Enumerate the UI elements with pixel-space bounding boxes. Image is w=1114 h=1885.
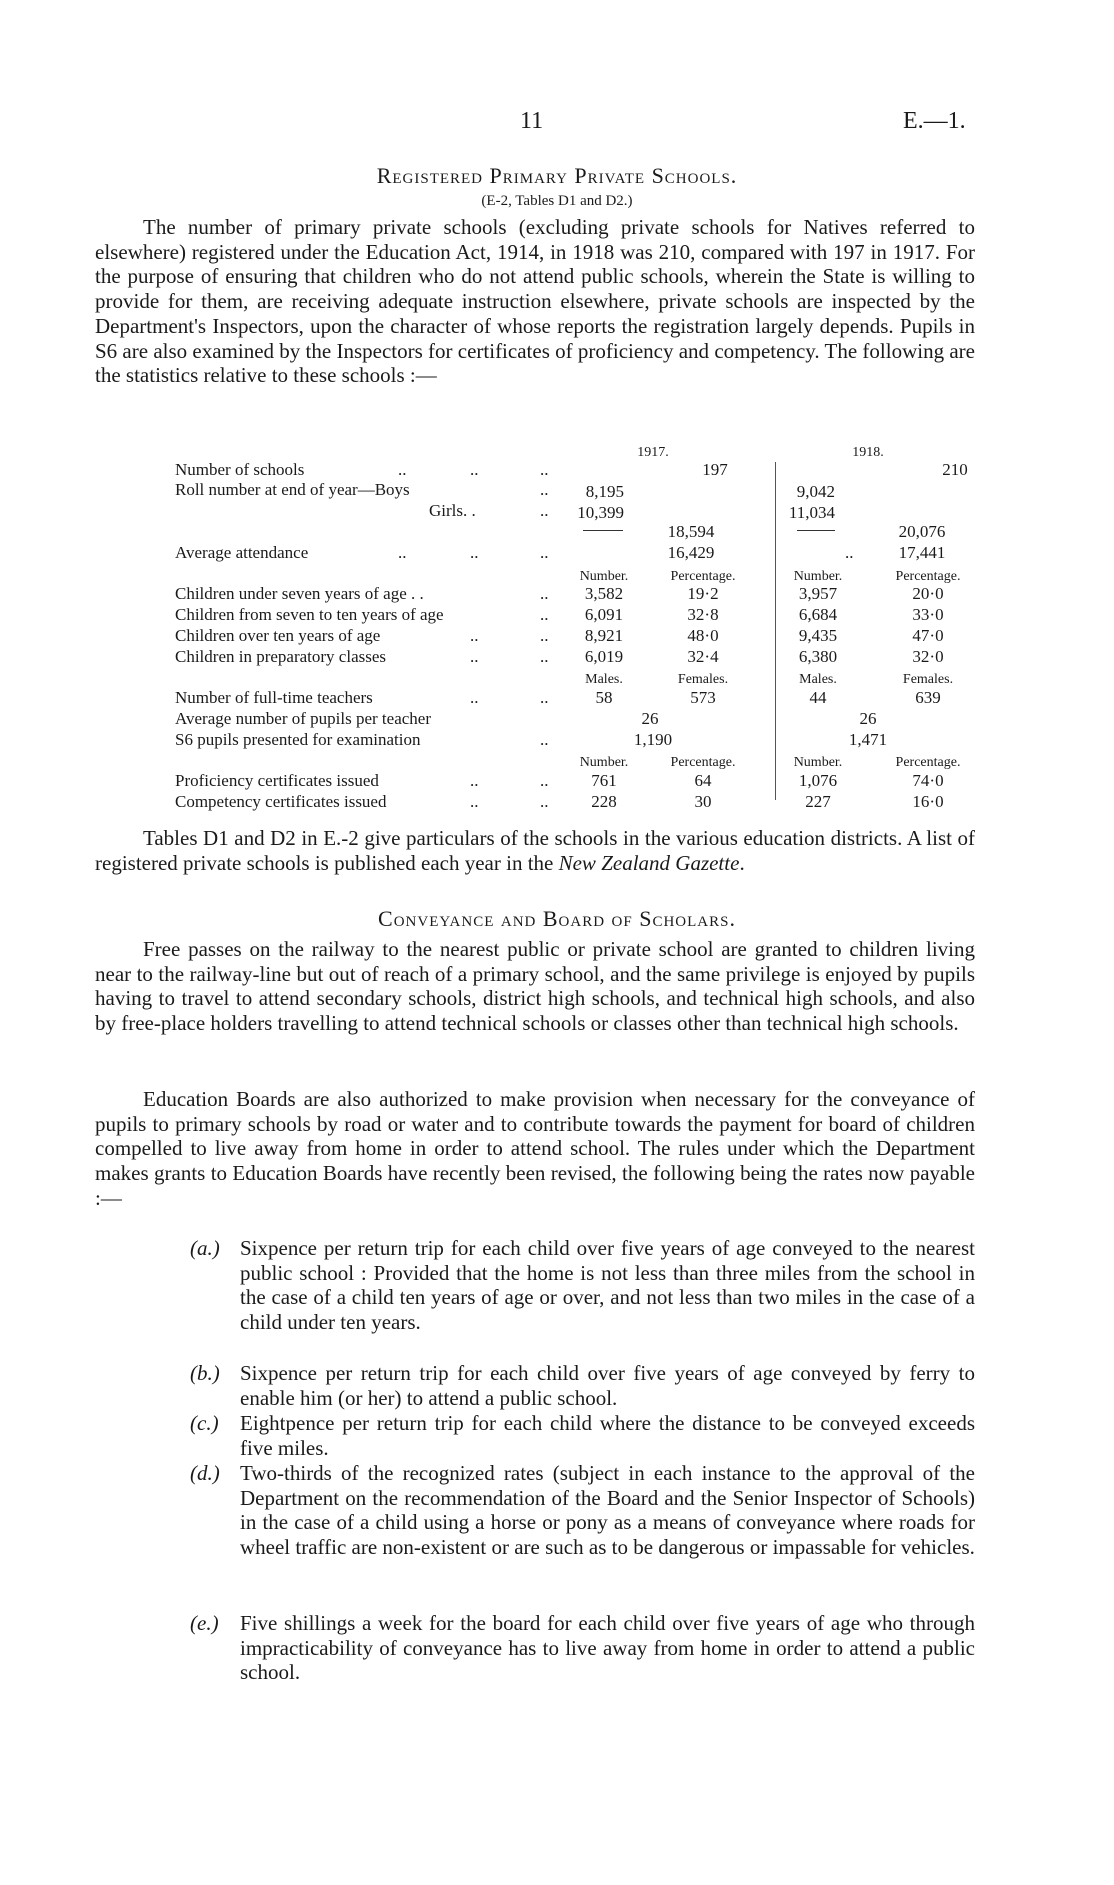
value-over-ten-percent-1918: 47·0: [912, 626, 944, 645]
leader-dots: ..: [540, 626, 549, 645]
value-pupils-per-teacher-1917: 26: [641, 709, 659, 728]
tables-paragraph: [95, 826, 975, 875]
leader-dots: ..: [398, 543, 407, 562]
value-teachers-males-1917: 58: [595, 688, 613, 707]
row-label-schools: Number of schools: [175, 460, 305, 479]
header-females-1917: Females.: [677, 672, 729, 687]
leader-dots: ..: [470, 543, 479, 562]
row-label-boys: Roll number at end of year—Boys: [175, 480, 410, 499]
value-under-seven-number-1917: 3,582: [584, 584, 624, 603]
value-schools-1918: 210: [942, 460, 968, 479]
row-label-girls: Girls. .: [429, 501, 476, 520]
leader-dots: ..: [470, 460, 479, 479]
column-divider: [775, 462, 776, 800]
value-seven-to-ten-percent-1917: 32·8: [687, 605, 719, 624]
value-boys-1917: 8,195: [585, 482, 624, 501]
leader-dots: ..: [540, 605, 549, 624]
intro-paragraph: [95, 215, 975, 388]
value-competency-number-1917: 228: [591, 792, 617, 811]
value-teachers-females-1918: 639: [915, 688, 941, 707]
row-label-teachers: Number of full-time teachers: [175, 688, 373, 707]
value-under-seven-percent-1918: 20·0: [912, 584, 944, 603]
value-boys-1918: 9,042: [796, 482, 835, 501]
leader-dots: ..: [470, 688, 479, 707]
rate-letter-e: (e.): [190, 1611, 219, 1635]
value-teachers-males-1918: 44: [809, 688, 827, 707]
value-over-ten-number-1918: 9,435: [798, 626, 838, 645]
value-total-1917: 18,594: [667, 522, 715, 541]
value-preparatory-number-1917: 6,019: [584, 647, 624, 666]
header-males-1917: Males.: [585, 672, 623, 687]
header-females-1918: Females.: [902, 672, 954, 687]
leader-dots: ..: [470, 792, 479, 811]
leader-dots: ..: [540, 730, 549, 749]
leader-dots: ..: [540, 792, 549, 811]
value-girls-1918: 11,034: [788, 503, 835, 522]
sum-rule-1918: [797, 530, 835, 531]
rate-text-d: Two-thirds of the recognized rates (subject in each instance to the approval of the Department on the recommendation of the Board and the Senior Inspector of Schools) in the case of a child using a horse or pony as a means of conveyance where roads for wheel traffic are non-existent or are such as to be dangerous or impassable for vehicles.: [240, 1461, 975, 1560]
value-competency-number-1918: 227: [805, 792, 831, 811]
leader-dots: ..: [540, 771, 549, 790]
value-attendance-1917: 16,429: [667, 543, 715, 562]
rate-letter-c: (c.): [190, 1411, 219, 1435]
value-s6-1917: 1,190: [633, 730, 673, 749]
rate-letter-d: (d.): [190, 1461, 220, 1485]
header-males-1918: Males.: [799, 672, 837, 687]
row-label-proficiency: Proficiency certificates issued: [175, 771, 379, 790]
header-percentage-1918: Percentage.: [895, 569, 961, 584]
sum-rule-1917: [583, 530, 623, 531]
value-seven-to-ten-number-1917: 6,091: [584, 605, 624, 624]
leader-dots: ..: [470, 647, 479, 666]
leader-dots: ..: [540, 647, 549, 666]
year-1917-header: 1917.: [637, 445, 669, 460]
tables-text: Tables D1 and D2 in E.-2 give particulars of the schools in the various education districts. A list of registered private schools is published each year in the: [95, 826, 975, 875]
leader-dots: ..: [540, 584, 549, 603]
leader-dots: ..: [540, 688, 549, 707]
leader-dots: ..: [540, 501, 549, 520]
row-label-pupils-per-teacher: Average number of pupils per teacher: [175, 709, 431, 728]
conveyance-text-2: Education Boards are also authorized to make provision when necessary for the conveyance of pupils to primary schools by road or water and to contribute towards the payment for board of children compelled to live away from home in order to attend school. The rules under which the Department makes grants to Education Boards have recently been revised, the following being the rates now payable :—: [95, 1087, 975, 1210]
value-seven-to-ten-percent-1918: 33·0: [912, 605, 944, 624]
value-proficiency-percent-1918: 74·0: [912, 771, 944, 790]
row-label-seven-to-ten: Children from seven to ten years of age: [175, 605, 444, 624]
value-proficiency-number-1918: 1,076: [798, 771, 838, 790]
value-total-1918: 20,076: [898, 522, 946, 541]
leader-dots: ..: [398, 460, 407, 479]
tables-text-end: .: [739, 850, 745, 875]
value-competency-percent-1917: 30: [694, 792, 712, 811]
page-number: 11: [520, 108, 544, 134]
conveyance-paragraph-1: [95, 937, 975, 1036]
rate-letter-b: (b.): [190, 1361, 220, 1385]
header-cert-percentage-1917: Percentage.: [670, 755, 736, 770]
row-label-preparatory: Children in preparatory classes: [175, 647, 387, 666]
value-s6-1918: 1,471: [848, 730, 888, 749]
rate-text-c: Eightpence per return trip for each child where the distance to be conveyed exceeds five miles.: [240, 1411, 975, 1460]
value-over-ten-percent-1917: 48·0: [687, 626, 719, 645]
section-title-registered-schools: Registered Primary Private Schools.: [376, 163, 738, 188]
leader-dots: ..: [845, 543, 854, 562]
row-label-competency: Competency certificates issued: [175, 792, 387, 811]
value-preparatory-number-1918: 6,380: [798, 647, 838, 666]
value-seven-to-ten-number-1918: 6,684: [798, 605, 838, 624]
value-attendance-1918: 17,441: [898, 543, 946, 562]
header-cert-number-1918: Number.: [793, 755, 843, 770]
header-percentage-1917: Percentage.: [670, 569, 736, 584]
leader-dots: ..: [540, 460, 549, 479]
row-label-under-seven: Children under seven years of age . .: [175, 584, 424, 603]
conveyance-paragraph-2: [95, 1087, 975, 1211]
value-competency-percent-1918: 16·0: [912, 792, 944, 811]
row-label-attendance: Average attendance: [175, 543, 309, 562]
value-pupils-per-teacher-1918: 26: [859, 709, 877, 728]
leader-dots: ..: [540, 543, 549, 562]
value-under-seven-number-1918: 3,957: [798, 584, 838, 603]
leader-dots: ..: [470, 771, 479, 790]
value-proficiency-percent-1917: 64: [694, 771, 712, 790]
value-girls-1917: 10,399: [577, 503, 624, 522]
conveyance-text-1: Free passes on the railway to the nearest public or private school are granted to children living near to the railway-line but out of reach of a primary school, and the same privilege is enjoyed by pupils having to travel to attend secondary schools, district high schools, and technical high schools, and also by free-place holders travelling to attend technical schools or classes other than technical high schools.: [95, 937, 975, 1036]
rate-text-b: Sixpence per return trip for each child over five years of age conveyed by ferry to enable him (or her) to attend a public school.: [240, 1361, 975, 1410]
row-label-s6: S6 pupils presented for examination: [175, 730, 421, 749]
intro-text: The number of primary private schools (excluding private schools for Natives referred to elsewhere) registered under the Education Act, 1914, in 1918 was 210, compared with 197 in 1917. For the purpose of ensuring that children who do not attend public schools, wherein the State is willing to provide for them, are receiving adequate instruction elsewhere, private schools are inspected by the Department's Inspectors, upon the character of whose reports the registration largely depends. Pupils in S6 are also examined by the Inspectors for certificates of proficiency and competency. The following are the statistics relative to these schools :—: [95, 215, 975, 388]
value-schools-1917: 197: [702, 460, 728, 479]
page-code: E.—1.: [903, 108, 966, 134]
rate-text-e: Five shillings a week for the board for each child over five years of age who through impracticability of conveyance has to live away from home in order to attend a public school.: [240, 1611, 975, 1685]
header-number-1918: Number.: [793, 569, 843, 584]
leader-dots: ..: [540, 480, 549, 499]
row-label-over-ten: Children over ten years of age: [175, 626, 381, 645]
gazette-title: New Zealand Gazette: [558, 850, 740, 875]
value-over-ten-number-1917: 8,921: [584, 626, 624, 645]
rate-letter-a: (a.): [190, 1236, 220, 1260]
value-teachers-females-1917: 573: [690, 688, 716, 707]
section-title-conveyance: Conveyance and Board of Scholars.: [378, 906, 736, 931]
value-under-seven-percent-1917: 19·2: [687, 584, 719, 603]
header-cert-number-1917: Number.: [579, 755, 629, 770]
header-cert-percentage-1918: Percentage.: [895, 755, 961, 770]
leader-dots: ..: [470, 626, 479, 645]
section-reference: (E-2, Tables D1 and D2.): [481, 193, 633, 209]
year-1918-header: 1918.: [852, 445, 884, 460]
header-number-1917: Number.: [579, 569, 629, 584]
value-preparatory-percent-1918: 32·0: [912, 647, 944, 666]
value-preparatory-percent-1917: 32·4: [687, 647, 719, 666]
value-proficiency-number-1917: 761: [591, 771, 617, 790]
rate-text-a: Sixpence per return trip for each child over five years of age conveyed to the nearest public school : Provided that the home is not less than three miles from the school in the case of a child ten years of age or over, and not less than two miles in the case of a child under ten years.: [240, 1236, 975, 1335]
